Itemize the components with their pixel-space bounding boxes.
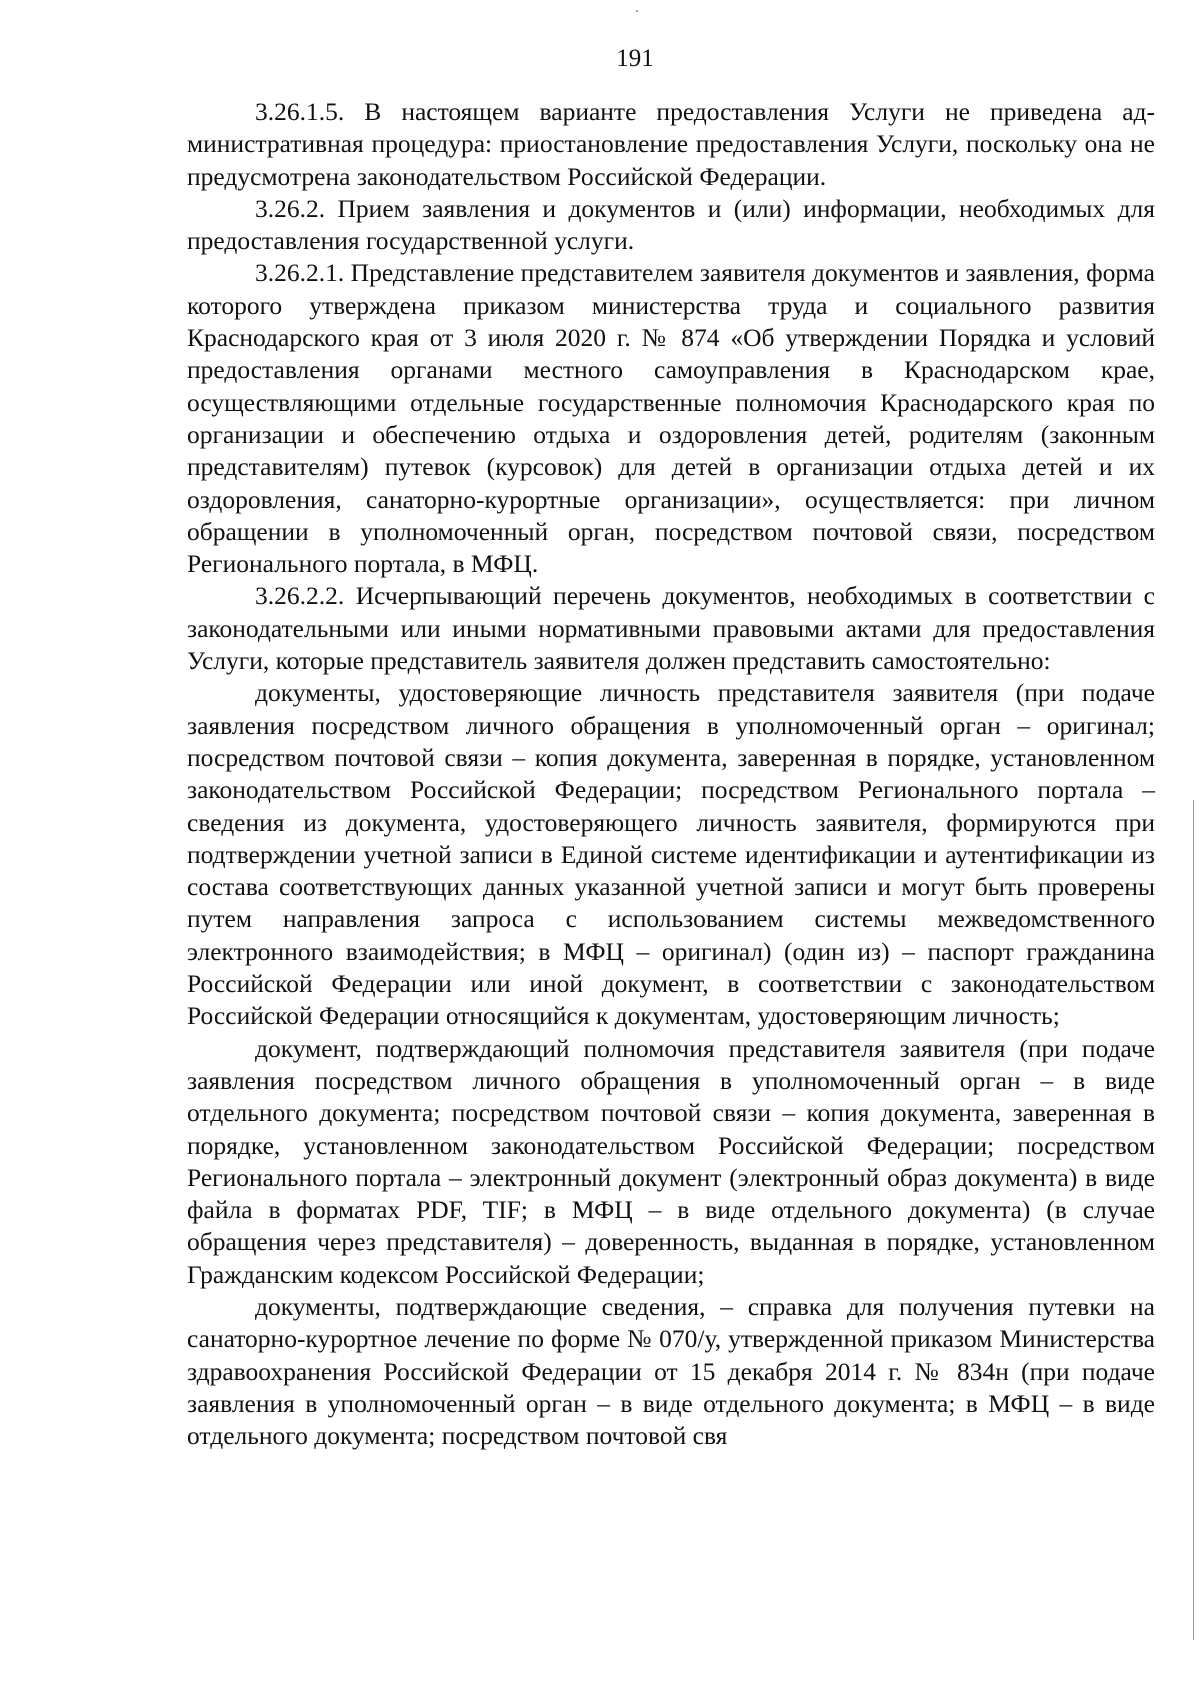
scan-speck [636,10,638,12]
paragraph-supporting-documents: документы, подтверждающие сведения, – справка для получения путевки на санаторно-курортное лечение по форме № 070/у, утвержденной приказом Министерства здравоохранения Российской Федерации от 15 декабря 2014 г. № 834н (при подаче заявления в уполномоченный орган – в виде отдельного документа; в МФЦ – в виде отдельного документа; посредством почтовой свя [187,1291,1155,1451]
paragraph-3-26-2-1: 3.26.2.1. Представление представителем заявителя документов и заявления, форма которого утверждена приказом министерства труда и социального развития Краснодарского края от 3 июля 2020 г. № 874 «Об утверждении Порядка и условий предоставления органами местного самоуправления в Краснодарском крае, осуществляющими отдельные государственные полномочия Краснодарского края по организации и обеспечению отдыха и оздоровления детей, родителям (законным представителям) путевок (курсовок) для детей в организации отдыха детей и их оздоровления, санаторно-курортные организации», осуществляется: при личном обращении в уполномоченный орган, посредством почтовой связи, посредством Регионального портала, в МФЦ. [187,258,1155,579]
scan-edge-line [1193,800,1194,1640]
document-body [187,96,1155,1452]
paragraph-3-26-2-2: 3.26.2.2. Исчерпывающий перечень документов, необходимых в соответствии с законодательными или иными нормативными правовыми актами для предоставления Услуги, которые представитель заявителя должен представить самостоятельно: [187,581,1155,676]
paragraph-3-26-2: 3.26.2. Прием заявления и документов и (или) информации, необходимых для предоставления государственной услуги. [187,193,1155,256]
paragraph-authority-document: документ, подтверждающий полномочия представителя заявителя (при подаче заявления посредством личного обращения в уполномоченный орган – в виде отдельного документа; посредством почтовой связи – копия документа, заверенная в порядке, установленном законодательством Российской Федерации; посредством Регионального портала – электронный документ (электронный образ документа) в виде файла в форматах PDF, TIF; в МФЦ – в виде отдельного документа) (в случае обращения через представителя) – доверенность, выданная в порядке, установленном Гражданским кодексом Российской Федерации; [187,1033,1155,1289]
page-number: 191 [616,45,654,72]
paragraph-3-26-1-5: 3.26.1.5. В настоящем варианте предоставления Услуги не приведена административная процедура: приостановление предоставления Услуги, поскольку она не предусмотрена законодательством Российской Федерации. [187,97,1155,191]
paragraph-identity-documents: документы, удостоверяющие личность представителя заявителя (при подаче заявления посредством личного обращения в уполномоченный орган – оригинал; посредством почтовой связи – копия документа, заверенная в порядке, установленном законодательством Российской Федерации; посредством Регионального портала – сведения из документа, удостоверяющего личность заявителя, формируются при подтверждении учетной записи в Единой системе идентификации и аутентификации из состава соответствующих данных указанной учетной записи и могут быть проверены путем направления запроса с использованием системы межведомственного электронного взаимодействия; в МФЦ – оригинал) (один из) – паспорт гражданина Российской Федерации или иной документ, в соответствии с законодательством Российской Федерации относящийся к документам, удостоверяющим личность; [187,678,1155,1031]
